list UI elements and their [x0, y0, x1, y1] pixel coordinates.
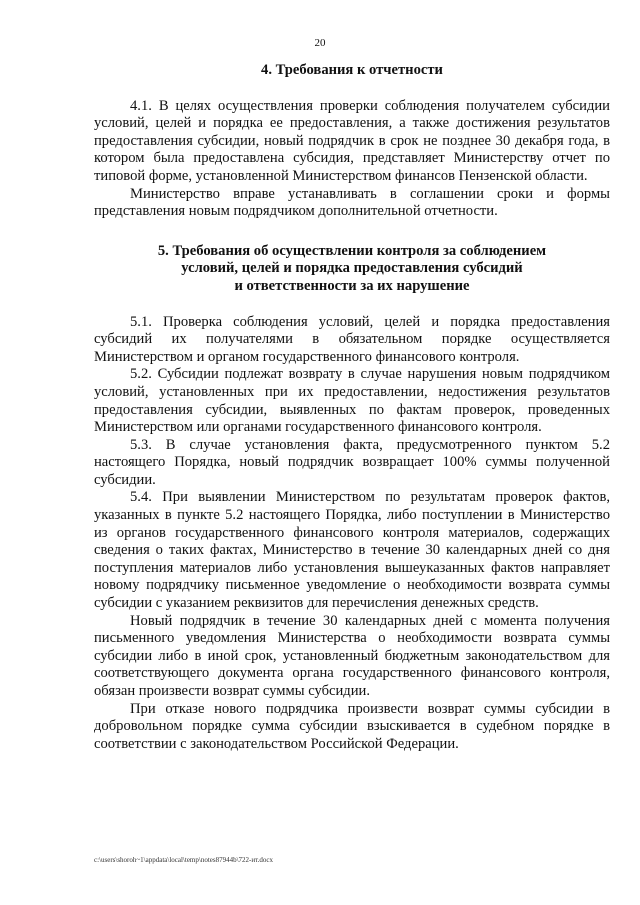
paragraph-5-4-return-term: Новый подрядчик в течение 30 календарных дней с момента получения письменного уведомления Министерства о необходимости возврата суммы субсидии либо в иной срок, установленный бюджетным законодательством для соответствующего документа органа государственного финансового контроля, обязан произвести возврат суммы субсидии. [94, 612, 610, 699]
paragraph-5-2: 5.2. Субсидии подлежат возврату в случае нарушения новым подрядчиком условий, установленных при их предоставлении, недостижения результатов предоставления субсидии, выявленных по фактам проверок, проведенных Министерством или органами государственного финансового контроля. [94, 366, 610, 436]
paragraph-4-1: 4.1. В целях осуществления проверки соблюдения получателем субсидии условий, целей и порядка ее предоставления, а также достижения результатов предоставления субсидии, новый подрядчик в срок не позднее 30 декабря года, в котором была предоставлена субсидия, представляет Министерству отчет по типовой форме, установленной Министерством финансов Пензенской области. [94, 97, 610, 184]
section-5-title [94, 243, 610, 296]
paragraph-5-1: 5.1. Проверка соблюдения условий, целей и порядка предоставления субсидий их получателями в обязательном порядке осуществляется Министерством и органом государственного финансового контроля. [94, 313, 610, 365]
section-5-title-line-1: 5. Требования об осуществлении контроля за соблюдением [157, 242, 547, 259]
paragraph-5-3: 5.3. В случае установления факта, предусмотренного пунктом 5.2 настоящего Порядка, новый подрядчик возвращает 100% суммы полученной субсидии. [94, 436, 610, 488]
section-5-title-line-2: условий, целей и порядка предоставления субсидий [181, 260, 523, 277]
document-body [94, 62, 610, 753]
page-number: 20 [314, 37, 326, 49]
paragraph-5-4-refusal: При отказе нового подрядчика произвести возврат суммы субсидии в добровольном порядке сумма субсидии взыскивается в судебном порядке в соответствии с законодательством Российской Федерации. [94, 700, 610, 752]
paragraph-4-1-additional: Министерство вправе устанавливать в соглашении сроки и формы представления новым подрядчиком дополнительной отчетности. [94, 185, 610, 220]
section-5-title-line-3: и ответственности за их нарушение [234, 277, 470, 294]
footer-file-path: c:\users\shoroh~1\appdata\local\temp\notes87944b\722-ит.docx [94, 856, 274, 864]
section-4-title: 4. Требования к отчетности [261, 62, 443, 78]
paragraph-5-4: 5.4. При выявлении Министерством по результатам проверок фактов, указанных в пункте 5.2 настоящего Порядка, либо поступлении в Министерство из органов государственного финансового контроля материалов, содержащих сведения о таких фактах, Министерство в течение 30 календарных дней со дня поступления материалов либо установления вышеуказанных фактов направляет новому подрядчику письменное уведомление о необходимости возврата суммы субсидии с указанием реквизитов для перечисления денежных средств. [94, 489, 610, 612]
